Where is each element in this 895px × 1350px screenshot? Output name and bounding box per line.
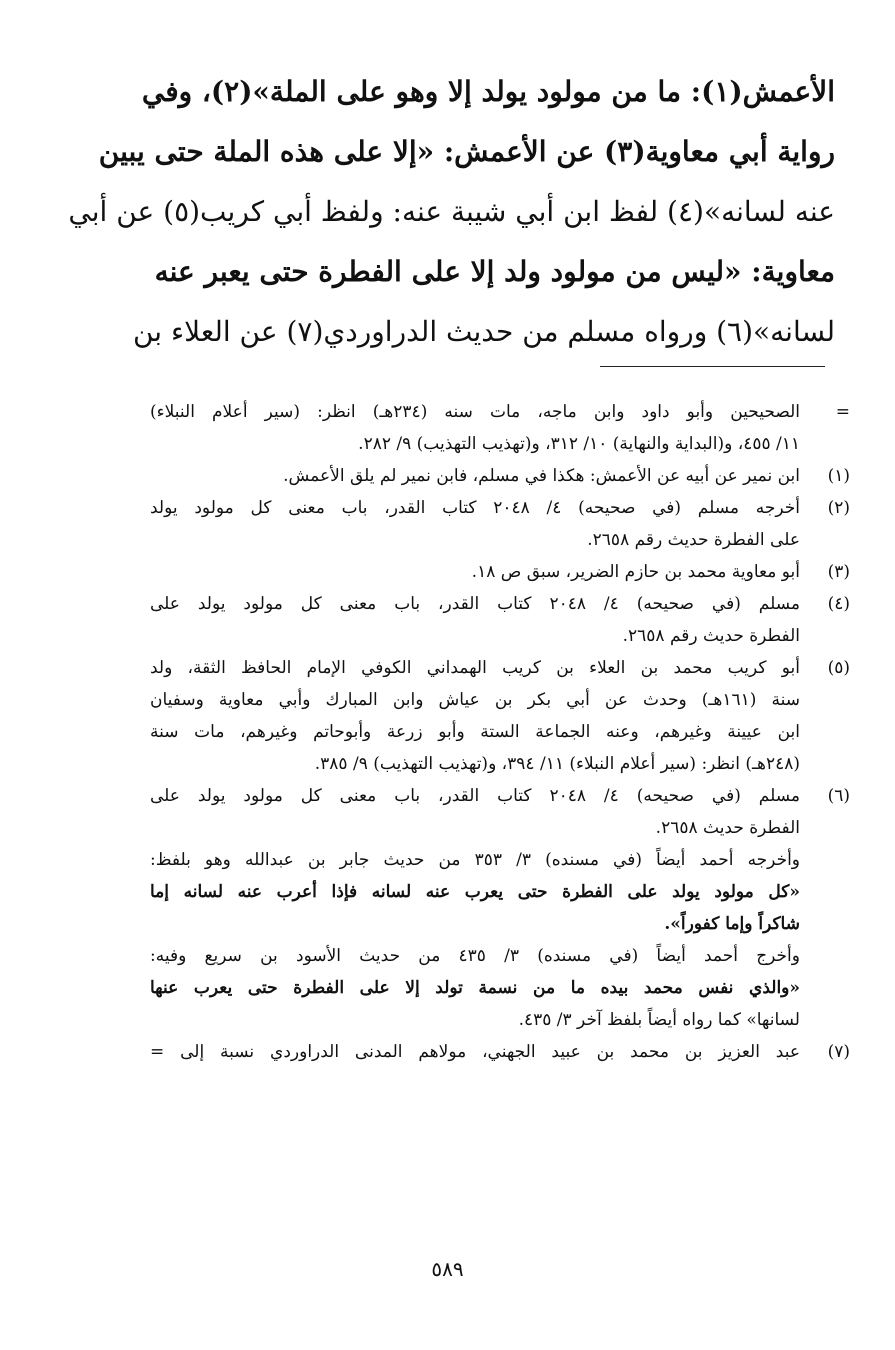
footnote-number: (٦): [827, 786, 850, 806]
footnote-4: [150, 588, 850, 652]
footnote-line: مسلم (في صحيحه) ٤/ ٢٠٤٨ كتاب القدر، باب معنى كل مولود يولد على: [150, 594, 800, 614]
footnote-line: أبو معاوية محمد بن حازم الضرير، سبق ص ١٨.: [471, 562, 800, 582]
footnote-6-paragraph-ahmad-aswad: [150, 940, 850, 1036]
footnote-2: [150, 492, 850, 556]
footnote-number: (١): [827, 466, 850, 486]
continuation-marker: =: [835, 402, 850, 422]
main-line: لسانه»(٦) ورواه مسلم من حديث الدراوردي(٧) عن العلاء بن: [132, 315, 835, 348]
footnotes: [150, 396, 850, 1068]
footnote-7: [150, 1036, 850, 1068]
footnote-line: «والذي نفس محمد بيده ما من نسمة تولد إلا على الفطرة حتى يعرب عنها: [150, 978, 800, 998]
footnote-line: أخرجه مسلم (في صحيحه) ٤/ ٢٠٤٨ كتاب القدر، باب معنى كل مولود يولد: [150, 498, 800, 518]
main-line: معاوية: «ليس من مولود ولد إلا على الفطرة حتى يعبر عنه: [154, 255, 835, 288]
footnote-1: [150, 460, 850, 492]
main-text: [68, 62, 835, 362]
footnote-6-paragraph-ahmad-jabir: [150, 844, 850, 940]
main-line: رواية أبي معاوية(٣) عن الأعمش: «إلا على هذه الملة حتى يبين: [98, 135, 835, 168]
footnote-line: ابن عيينة وغيرهم، وعنه الجماعة الستة وأبو زرعة وأبوحاتم وغيرهم، مات سنة: [150, 722, 800, 742]
footnote-line: وأخرجه أحمد أيضاً (في مسنده) ٣/ ٣٥٣ من حديث جابر بن عبدالله وهو بلفظ:: [150, 850, 801, 870]
footnote-separator: [600, 366, 825, 367]
footnote-line: مسلم (في صحيحه) ٤/ ٢٠٤٨ كتاب القدر، باب معنى كل مولود يولد على: [150, 786, 800, 806]
main-line: الأعمش(١): ما من مولود يولد إلا وهو على الملة»(٢)، وفي: [141, 75, 835, 108]
page-number: ٥٨٩: [431, 1257, 464, 1281]
footnote-number: (٥): [827, 658, 850, 678]
footnote-number: (٢): [827, 498, 850, 518]
main-line: عنه لسانه»(٤) لفظ ابن أبي شيبة عنه: ولفظ أبي كريب(٥) عن أبي: [68, 195, 835, 228]
footnote-line: ابن نمير عن أبيه عن الأعمش: هكذا في مسلم، فابن نمير لم يلق الأعمش.: [283, 466, 800, 486]
footnote-line: الصحيحين وأبو داود وابن ماجه، مات سنه (٢٣٤هـ) انظر: (سير أعلام النبلاء): [150, 402, 800, 422]
footnote-line: لسانها» كما رواه أيضاً بلفظ آخر ٣/ ٤٣٥.: [518, 1010, 800, 1030]
footnote-line: شاكراً وإما كفوراً».: [664, 914, 800, 934]
footnote-line: سنة (١٦١هـ) وحدث عن أبي بكر بن عياش وابن المبارك وأبي معاوية وسفيان: [150, 690, 800, 710]
footnote-number: (٣): [827, 562, 850, 582]
footnote-line: على الفطرة حديث رقم ٢٦٥٨.: [587, 530, 800, 550]
footnote-line: «كل مولود يولد على الفطرة حتى يعرب عنه لسانه فإذا أعرب عنه لسانه إما: [150, 882, 800, 902]
footnote-5: [150, 652, 850, 780]
footnote-6: [150, 780, 850, 844]
footnote-line: أبو كريب محمد بن العلاء بن كريب الهمداني الكوفي الإمام الحافظ الثقة، ولد: [150, 658, 800, 678]
footnote-line: وأخرج أحمد أيضاً (في مسنده) ٣/ ٤٣٥ من حديث الأسود بن سريع وفيه:: [150, 946, 800, 966]
footnote-number: (٧): [827, 1042, 850, 1062]
footnote-line: عبد العزيز بن محمد بن عبيد الجهني، مولاهم المدنى الدراوردي نسبة إلى =: [150, 1042, 800, 1062]
footnote-3: [150, 556, 850, 588]
footnote-line: (٢٤٨هـ) انظر: (سير أعلام النبلاء) ١١/ ٣٩٤، و(تهذيب التهذيب) ٩/ ٣٨٥.: [314, 754, 800, 774]
footnote-line: ١١/ ٤٥٥، و(البداية والنهاية) ١٠/ ٣١٢، و(تهذيب التهذيب) ٩/ ٢٨٢.: [358, 434, 800, 454]
footnote-line: الفطرة حديث رقم ٢٦٥٨.: [622, 626, 800, 646]
footnote-line: الفطرة حديث ٢٦٥٨.: [655, 818, 800, 838]
footnote-number: (٤): [827, 594, 850, 614]
footnote-continuation: [150, 396, 850, 460]
